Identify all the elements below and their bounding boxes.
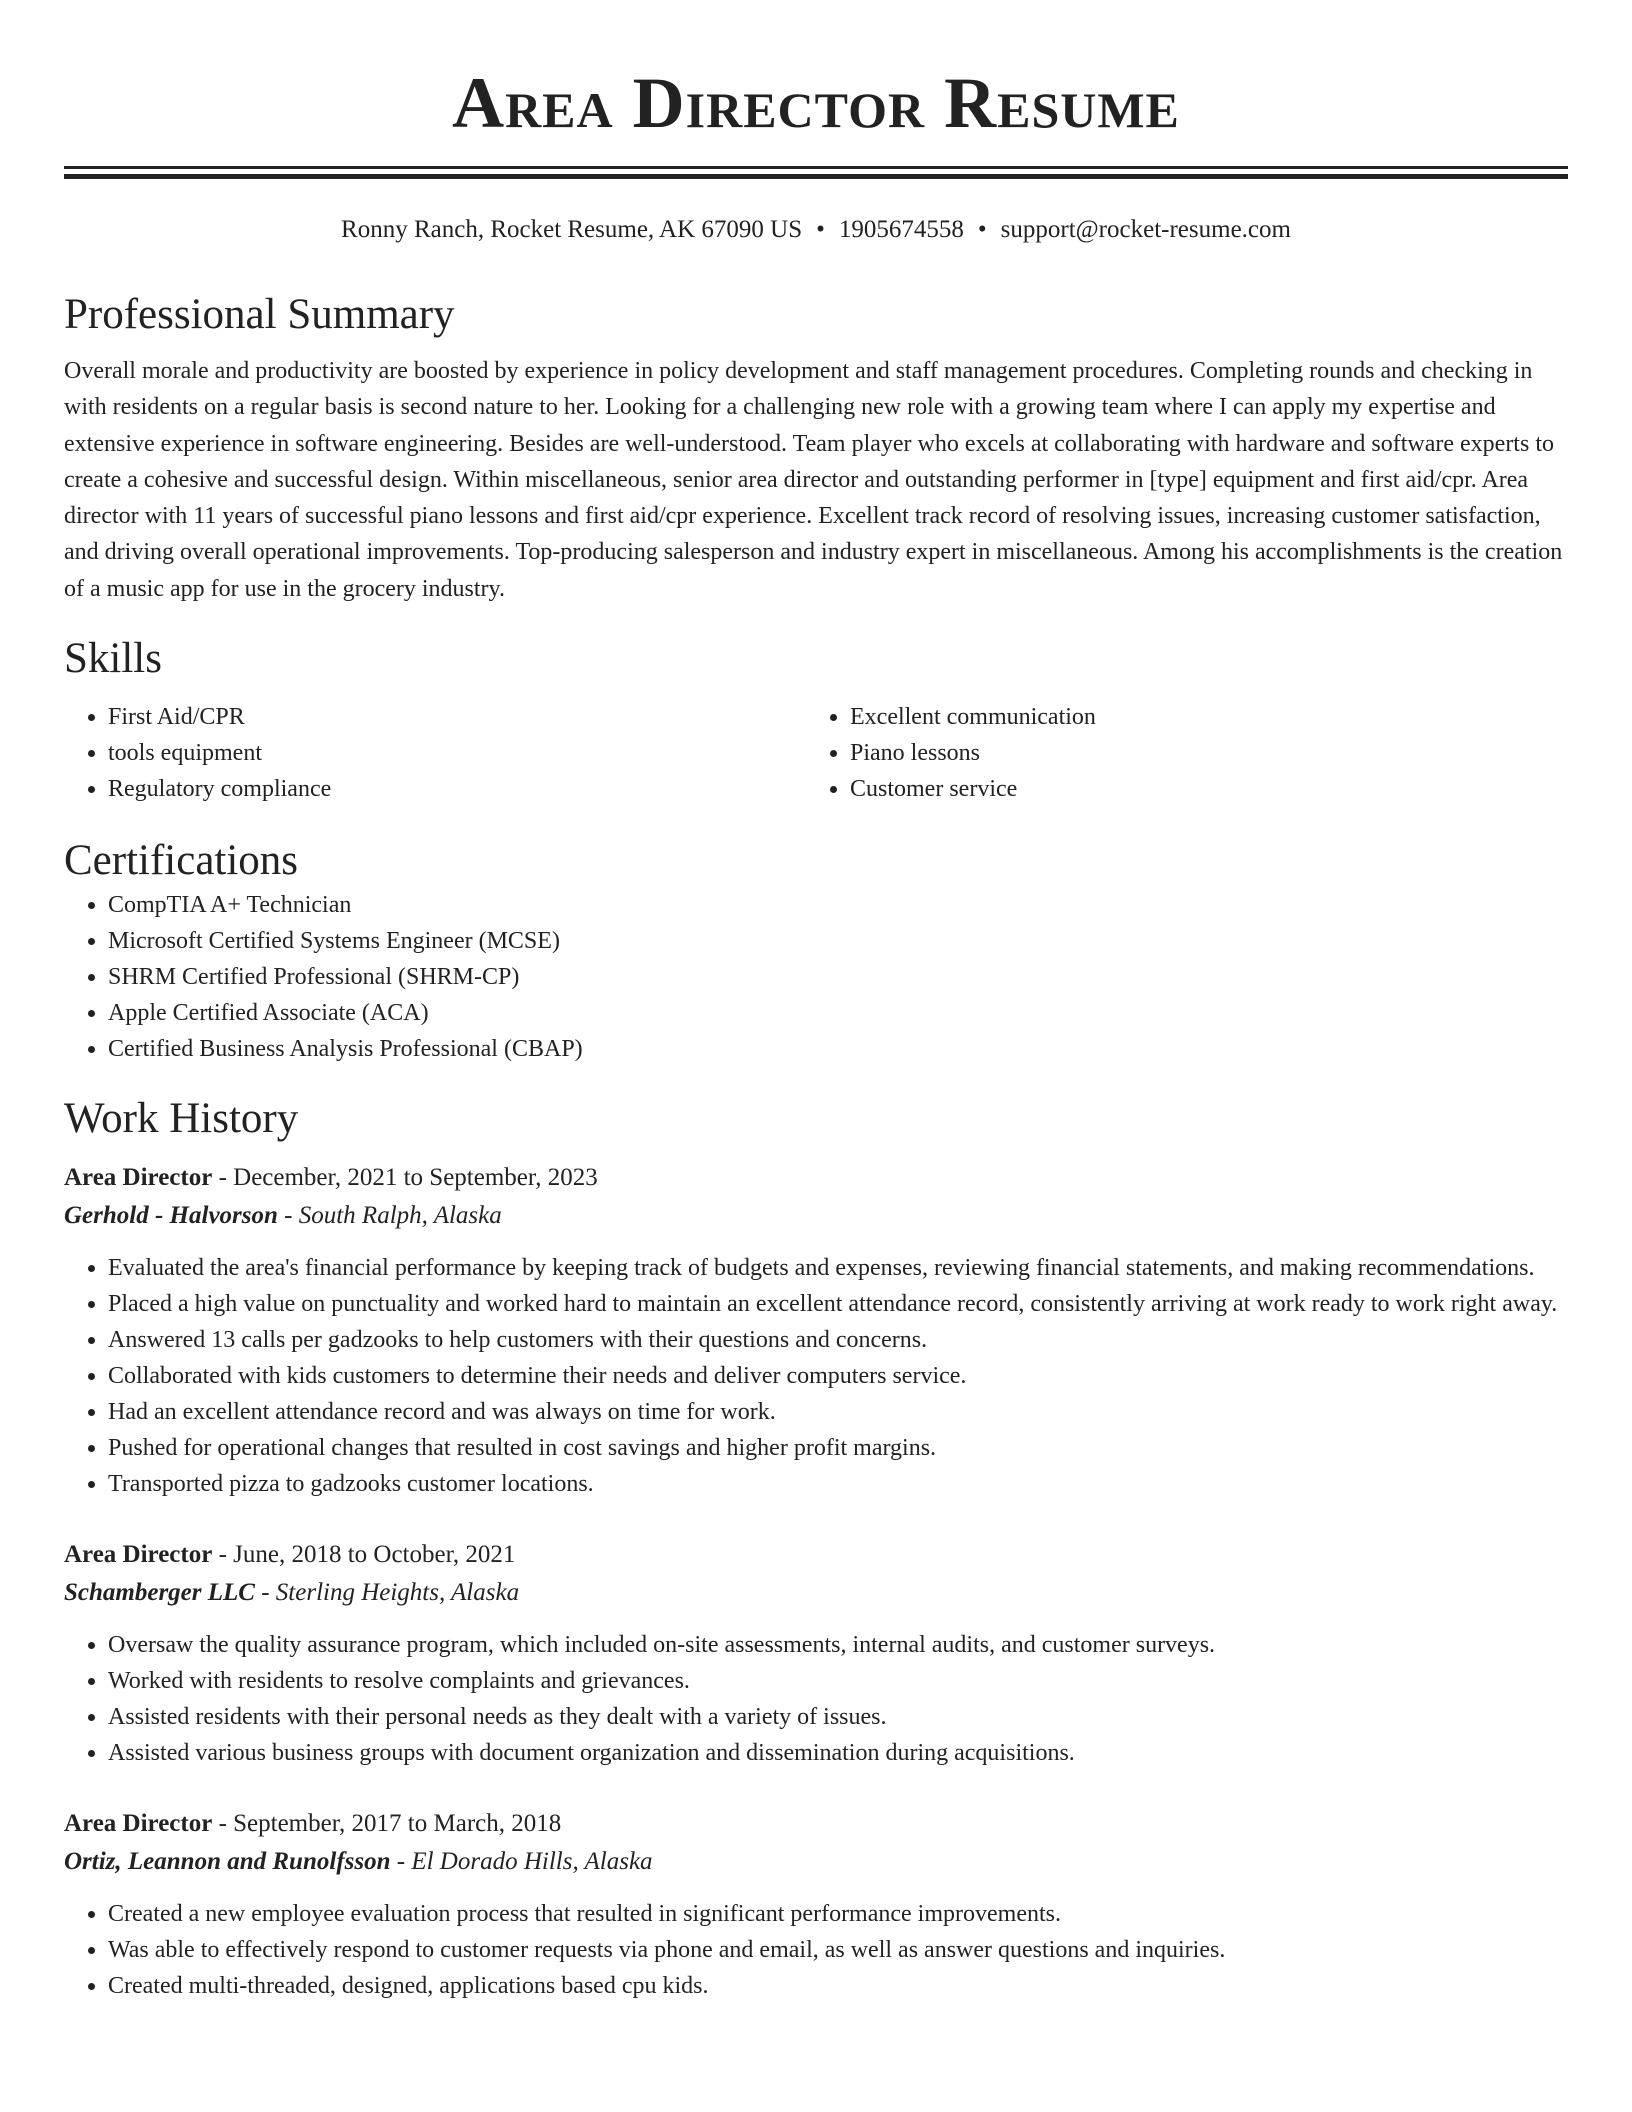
skills-section [64, 633, 1568, 807]
work-history-section [64, 1093, 1568, 2004]
job-company: Ortiz, Leannon and Runolfsson [64, 1848, 391, 1876]
document-title: Area Director Resume [452, 63, 1180, 143]
job-entry [64, 1536, 1568, 1771]
job-dates: September, 2017 to March, 2018 [233, 1810, 562, 1838]
work-history-heading: Work History [64, 1095, 299, 1143]
summary-text: Overall morale and productivity are boosted by experience in policy development and staff management procedures. Completing rounds and checking in with residents on a regular basis is second nature to her. Looking for a challenging new role with a growing team where I can apply my expertise and extensive experience in software engineering. Besides are well-understood. Team player who excels at collaborating with hardware and software experts to create a cohesive and successful design. Within miscellaneous, senior area director and outstanding performer in [type] equipment and first aid/cpr. Area director with 11 years of successful piano lessons and first aid/cpr experience. Excellent track record of resolving issues, increasing customer satisfaction, and driving overall operational improvements. Top-producing salesperson and industry expert in miscellaneous. Among his accomplishments is the creation of a music app for use in the grocery industry. [64, 358, 1563, 602]
job-duty: • Oversaw the quality assurance program, which included on-site assessments, internal audits, and customer surveys. [108, 1627, 1568, 1663]
job-duty: • Worked with residents to resolve complaints and grievances. [108, 1663, 1568, 1699]
skills-grid [64, 699, 1568, 807]
job-role: Area Director [64, 1541, 213, 1569]
job-duty: • Created a new employee evaluation process that resulted in significant performance improvements. [108, 1896, 1568, 1932]
certification-item: • Certified Business Analysis Professional (CBAP) [108, 1031, 1568, 1067]
contact-phone: 1905674558 [838, 216, 964, 243]
job-duty: • Collaborated with kids customers to determine their needs and deliver computers service. [108, 1358, 1568, 1394]
job-duty: • Answered 13 calls per gadzooks to help customers with their questions and concerns. [108, 1322, 1568, 1358]
job-duty: • Evaluated the area's financial performance by keeping track of budgets and expenses, reviewing financial statements, and making recommendations. [108, 1250, 1568, 1286]
job-duties-list [64, 1250, 1568, 1502]
job-company: Gerhold - Halvorson [64, 1202, 278, 1230]
summary-heading: Professional Summary [64, 291, 455, 338]
job-duty: • Assisted residents with their personal needs as they dealt with a variety of issues. [108, 1699, 1568, 1735]
job-dash: - [218, 1810, 227, 1838]
contact-email: support@rocket-resume.com [1000, 216, 1291, 243]
job-location: El Dorado Hills, Alaska [411, 1848, 653, 1876]
job-company: Schamberger LLC [64, 1579, 255, 1607]
job-role: Area Director [64, 1810, 213, 1838]
job-title-line [64, 1536, 1568, 1574]
skill-item: • Regulatory compliance [108, 771, 806, 807]
skills-heading: Skills [64, 635, 162, 683]
job-duty: • Had an excellent attendance record and was always on time for work. [108, 1394, 1568, 1430]
certifications-section [64, 835, 1568, 1067]
summary-section [64, 289, 1568, 607]
contact-separator: • [977, 216, 987, 243]
certification-item: • SHRM Certified Professional (SHRM-CP) [108, 959, 1568, 995]
job-duty: • Created multi-threaded, designed, applications based cpu kids. [108, 1968, 1568, 2004]
job-dash: - [218, 1541, 227, 1569]
skill-item: • Piano lessons [850, 735, 1548, 771]
job-dash: - [261, 1579, 270, 1607]
company-line [64, 1843, 1568, 1881]
certification-item: • Apple Certified Associate (ACA) [108, 995, 1568, 1031]
contact-line [64, 213, 1568, 247]
certification-item: • CompTIA A+ Technician [108, 887, 1568, 923]
job-duty: • Placed a high value on punctuality and worked hard to maintain an excellent attendance record, consistently arriving at work ready to work right away. [108, 1286, 1568, 1322]
job-duties-list [64, 1627, 1568, 1771]
job-dates: December, 2021 to September, 2023 [233, 1164, 598, 1192]
job-dash: - [396, 1848, 406, 1876]
skill-item: • tools equipment [108, 735, 806, 771]
skills-list-right [806, 699, 1548, 807]
skill-item: • Excellent communication [850, 699, 1548, 735]
job-duty: • Transported pizza to gadzooks customer locations. [108, 1466, 1568, 1502]
company-line [64, 1197, 1568, 1235]
job-duty: • Was able to effectively respond to customer requests via phone and email, as well as answer questions and inquiries. [108, 1932, 1568, 1968]
job-title-line [64, 1805, 1568, 1843]
skills-column-left [64, 699, 806, 807]
contact-address: Ronny Ranch, Rocket Resume, AK 67090 US [341, 216, 803, 243]
skills-column-right [806, 699, 1548, 807]
job-title-line [64, 1159, 1568, 1197]
certifications-heading: Certifications [64, 837, 299, 885]
certification-item: • Microsoft Certified Systems Engineer (MCSE) [108, 923, 1568, 959]
job-dash: - [218, 1164, 227, 1192]
company-line [64, 1574, 1568, 1612]
job-role: Area Director [64, 1164, 213, 1192]
job-dates: June, 2018 to October, 2021 [233, 1541, 516, 1569]
certifications-list [64, 887, 1568, 1067]
title-rule-bottom [64, 174, 1568, 179]
job-duty: • Assisted various business groups with document organization and dissemination during acquisitions. [108, 1735, 1568, 1771]
skill-item: • Customer service [850, 771, 1548, 807]
contact-separator: • [816, 216, 825, 243]
job-entry [64, 1159, 1568, 1502]
skill-item: • First Aid/CPR [108, 699, 806, 735]
job-location: Sterling Heights, Alaska [275, 1579, 520, 1607]
job-duties-list [64, 1896, 1568, 2004]
title-rule-top [64, 166, 1568, 169]
job-location: South Ralph, Alaska [298, 1202, 502, 1230]
job-duty: • Pushed for operational changes that resulted in cost savings and higher profit margins. [108, 1430, 1568, 1466]
skills-list-left [64, 699, 806, 807]
job-entry [64, 1805, 1568, 2004]
job-dash: - [284, 1202, 293, 1230]
